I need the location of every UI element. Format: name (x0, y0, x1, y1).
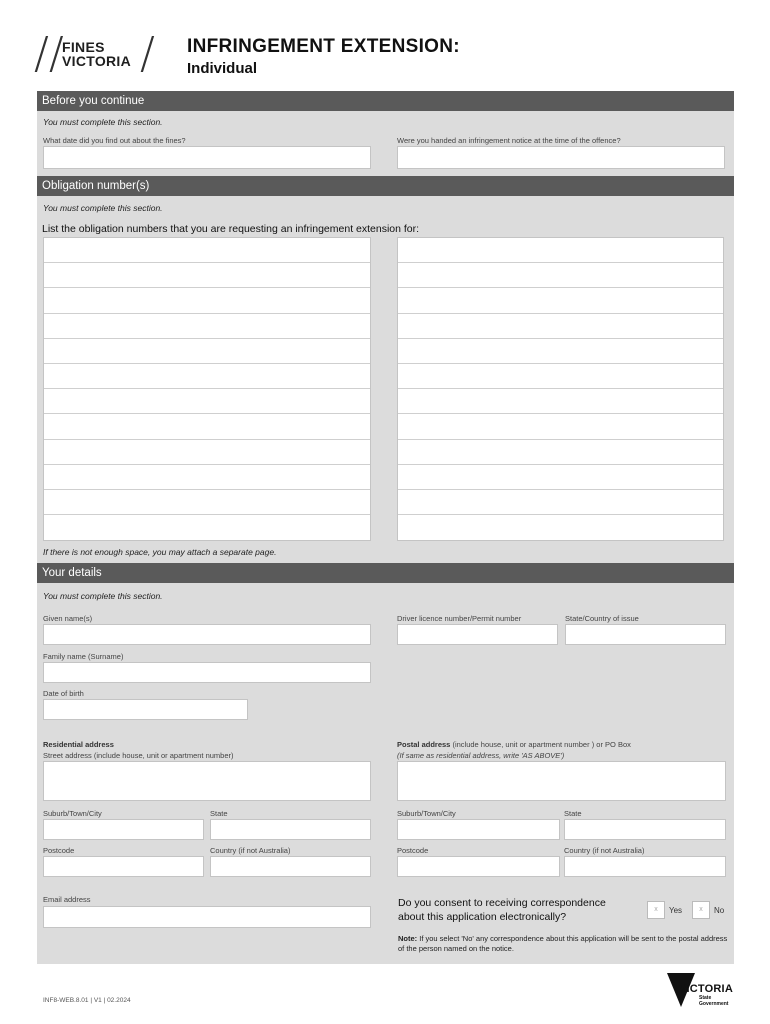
obligation-row[interactable] (398, 314, 723, 339)
required-note: You must complete this section. (43, 591, 163, 601)
postal-state-field[interactable] (564, 819, 726, 840)
logo-slash-right: / (140, 28, 155, 79)
consent-yes-label: Yes (669, 906, 683, 915)
required-note: You must complete this section. (43, 203, 163, 213)
consent-question (398, 896, 606, 924)
consent-question-line2: about this application electronically? (398, 911, 567, 923)
handed-notice-field[interactable] (397, 146, 725, 169)
given-names-label: Given name(s) (43, 614, 93, 623)
consent-question-line1: Do you consent to receiving correspondence (398, 897, 606, 909)
section-obligation (37, 196, 734, 563)
obligation-row[interactable] (398, 440, 723, 465)
family-name-label: Family name (Surname) (43, 652, 124, 661)
state-issue-label: State/Country of issue (565, 614, 639, 623)
attach-page-note: If there is not enough space, you may attach a separate page. (43, 547, 277, 557)
obligation-list-right (397, 237, 724, 541)
obligation-row[interactable] (398, 263, 723, 288)
section-heading-obligation: Obligation number(s) (37, 176, 734, 196)
obligation-row[interactable] (44, 364, 370, 389)
obligation-row[interactable] (398, 288, 723, 313)
obligation-row[interactable] (44, 490, 370, 515)
licence-field[interactable] (397, 624, 558, 645)
obligation-row[interactable] (398, 339, 723, 364)
required-note: You must complete this section. (43, 117, 163, 127)
res-state-label: State (210, 809, 228, 818)
obligation-row[interactable] (44, 440, 370, 465)
dob-label: Date of birth (43, 689, 84, 698)
postal-address-label (397, 740, 631, 749)
state-issue-field[interactable] (565, 624, 726, 645)
given-names-field[interactable] (43, 624, 371, 645)
obligation-row[interactable] (44, 389, 370, 414)
obligation-row[interactable] (398, 490, 723, 515)
res-postcode-label: Postcode (43, 846, 75, 855)
postal-suburb-label: Suburb/Town/City (397, 809, 456, 818)
date-found-field[interactable] (43, 146, 371, 169)
obligation-row[interactable] (44, 314, 370, 339)
note-label: Note: (398, 934, 418, 943)
page-subtitle: Individual (187, 60, 258, 77)
fines-victoria-logo (34, 28, 164, 79)
res-state-field[interactable] (210, 819, 371, 840)
licence-label: Driver licence number/Permit number (397, 614, 522, 623)
res-country-field[interactable] (210, 856, 371, 877)
section-details (37, 583, 734, 964)
obligation-row[interactable] (398, 364, 723, 389)
consent-note (398, 934, 728, 953)
postal-country-field[interactable] (564, 856, 726, 877)
obligation-list-left (43, 237, 371, 541)
section-heading-before: Before you continue (37, 91, 734, 111)
obligation-row[interactable] (44, 515, 370, 540)
logo-wordmark (62, 40, 131, 68)
obligation-row[interactable] (44, 263, 370, 288)
postal-address-hint: (include house, unit or apartment number ) or PO Box (450, 740, 631, 749)
res-postcode-field[interactable] (43, 856, 204, 877)
obligation-row[interactable] (398, 465, 723, 490)
obligation-row[interactable] (44, 339, 370, 364)
family-name-field[interactable] (43, 662, 371, 683)
res-suburb-label: Suburb/Town/City (43, 809, 102, 818)
residential-address-title: Residential address (43, 740, 114, 749)
section-before (37, 111, 734, 176)
consent-yes-checkbox[interactable]: x (647, 901, 665, 919)
obligation-row[interactable] (398, 238, 723, 263)
logo-line-2: VICTORIA (62, 53, 132, 69)
obligation-row[interactable] (44, 465, 370, 490)
residential-address-label (43, 740, 114, 749)
handed-notice-label: Were you handed an infringement notice at the time of the offence? (397, 136, 621, 145)
residential-street-field[interactable] (43, 761, 371, 801)
postal-state-label: State (564, 809, 582, 818)
postal-country-label: Country (if not Australia) (564, 846, 645, 855)
obligation-row[interactable] (398, 414, 723, 439)
res-suburb-field[interactable] (43, 819, 204, 840)
res-country-label: Country (if not Australia) (210, 846, 291, 855)
state-government-text (699, 996, 728, 1007)
obligation-row[interactable] (44, 238, 370, 263)
email-field[interactable] (43, 906, 371, 928)
victoria-wordmark: VICTORIA (679, 983, 733, 995)
postal-suburb-field[interactable] (397, 819, 560, 840)
postal-same-note: (If same as residential address, write 'AS ABOVE') (397, 751, 565, 760)
obligation-row[interactable] (44, 414, 370, 439)
date-found-label: What date did you find out about the fines? (43, 136, 186, 145)
government-text: Government (699, 1000, 729, 1007)
obligation-instruction: List the obligation numbers that you are requesting an infringement extension for: (42, 223, 420, 235)
consent-no-checkbox[interactable]: x (692, 901, 710, 919)
postal-address-title: Postal address (397, 740, 451, 749)
obligation-row[interactable] (44, 288, 370, 313)
form-panel (37, 91, 734, 964)
obligation-row[interactable] (398, 389, 723, 414)
form-code: INF8-WEB.8.01 | V1 | 02.2024 (43, 997, 131, 1004)
postal-street-field[interactable] (397, 761, 726, 801)
obligation-row[interactable] (398, 515, 723, 540)
page-title: INFRINGEMENT EXTENSION: (187, 36, 460, 57)
victoria-government-logo (667, 971, 737, 1011)
note-text: If you select 'No' any correspondence about this application will be sent to the postal address of the person named on the notice. (398, 934, 728, 953)
residential-street-label: Street address (include house, unit or apartment number) (43, 751, 234, 760)
logo-slash-left: // (34, 28, 64, 79)
logo-line-1: FINES (62, 39, 105, 55)
section-heading-details: Your details (37, 563, 734, 583)
state-text: State (699, 995, 712, 1001)
email-label: Email address (43, 895, 91, 904)
consent-no-label: No (714, 906, 725, 915)
dob-field[interactable] (43, 699, 248, 720)
postal-postcode-label: Postcode (397, 846, 429, 855)
postal-postcode-field[interactable] (397, 856, 560, 877)
